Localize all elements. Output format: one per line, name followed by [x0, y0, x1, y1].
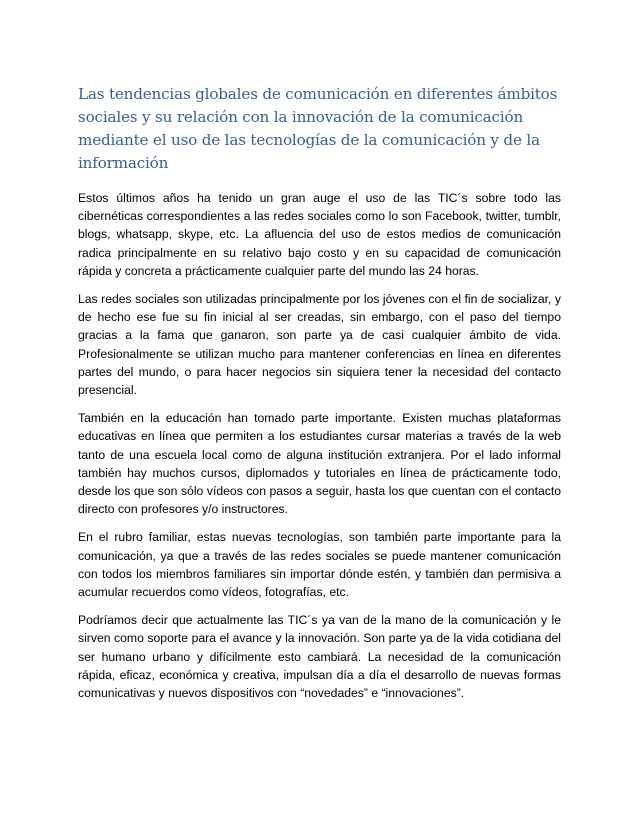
paragraph-1: Estos últimos años ha tenido un gran auge el uso de las TIC´s sobre todo las cibernéticas correspondientes a las redes sociales como lo son Facebook, twitter, tumblr, blogs, whatsapp, skype, etc. La afluencia del uso de estos medios de comunicación radica principalmente en su relativo bajo costo y en su capacidad de comunicación rápida y concreta a prácticamente cualquier parte del mundo las 24 horas. — [78, 191, 561, 278]
document-title: Las tendencias globales de comunicación en diferentes ámbitos sociales y su relación con la innovación de la comunicación mediante el uso de las tecnologías de la comunicación y de la información — [78, 85, 558, 172]
paragraph-2: Las redes sociales son utilizadas principalmente por los jóvenes con el fin de socializar, y de hecho ese fue su fin inicial al ser creadas, sin embargo, con el paso del tiempo gracias a la fama que ganaron, son parte ya de casi cualquier ámbito de vida. Profesionalmente se utilizan mucho para mantener conferencias en línea en diferentes partes del mundo, o para hacer negocios sin siquiera tener la necesidad del contacto presencial. — [78, 292, 561, 398]
paragraph-3: También en la educación han tomado parte importante. Existen muchas plataformas educativas en línea que permiten a los estudiantes cursar materias a través de la web tanto de una escuela local como de alguna institución extranjera. Por el lado informal también hay muchos cursos, diplomados y tutoriales en línea de prácticamente todo, desde los que son sólo vídeos con pasos a seguir, hasta los que cuentan con el contacto directo con profesores y/o instructores. — [78, 411, 561, 517]
paragraph-4: En el rubro familiar, estas nuevas tecnologías, son también parte importante para la comunicación, ya que a través de las redes sociales se puede mantener comunicación con todos los miembros familiares sin importar dónde estén, y también dan permisiva a acumular recuerdos como vídeos, fotografías, etc. — [78, 530, 561, 600]
document-page — [78, 83, 561, 712]
paragraph-5: Podríamos decir que actualmente las TIC´s ya van de la mano de la comunicación y le sirven como soporte para el avance y la innovación. Son parte ya de la vida cotidiana del ser humano urbano y difícilmente esto cambiará. La necesidad de la comunicación rápida, eficaz, económica y creativa, impulsan día a día el desarrollo de nuevas formas comunicativas y nuevos dispositivos con “novedades” e “innovaciones”. — [78, 613, 561, 701]
